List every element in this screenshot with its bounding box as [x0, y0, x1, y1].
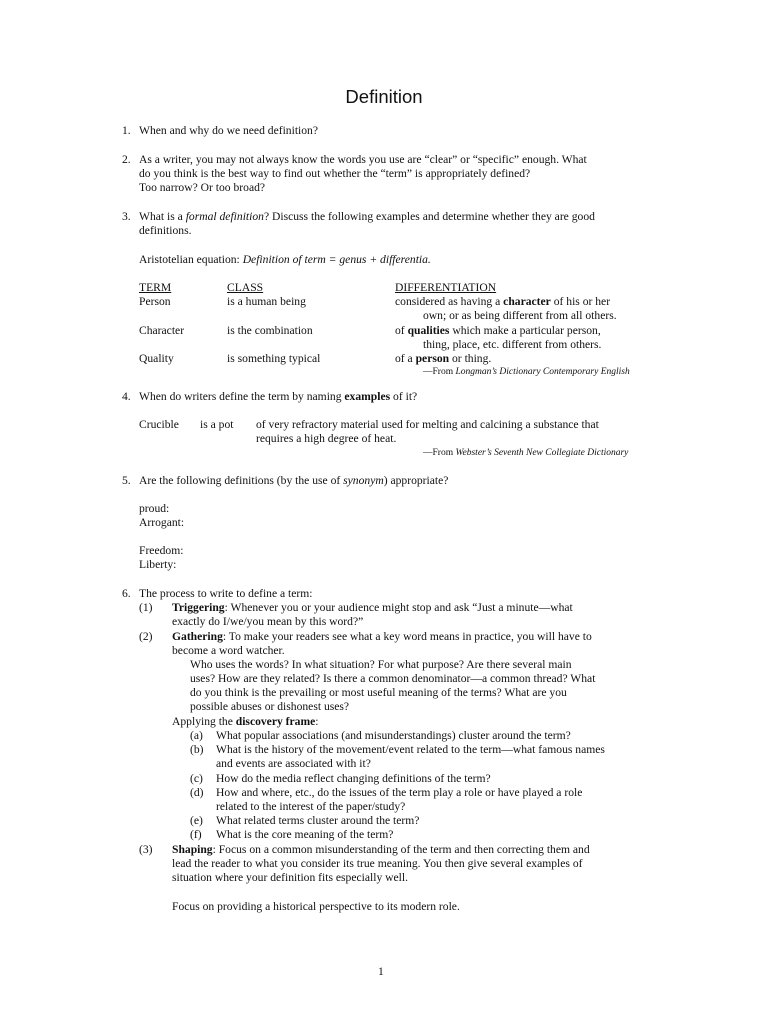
row-quality-term: Quality	[139, 352, 174, 365]
step3-focus: Focus on providing a historical perspective to its modern role.	[172, 900, 460, 913]
step2-number: (2)	[139, 630, 153, 643]
aristotelian-equation: Aristotelian equation: Definition of term = genus + differentia.	[139, 253, 431, 266]
header-differentiation: DIFFERENTIATION	[395, 281, 497, 294]
q6-number: 6.	[122, 587, 131, 600]
q3-number: 3.	[122, 210, 131, 223]
step2-para-line: uses? How are they related? Is there a common denominator—a common thread? What	[190, 672, 596, 685]
row-person-diff-line2: own; or as being different from all others.	[423, 309, 617, 322]
q2-line1: As a writer, you may not always know the words you use are “clear” or “specific” enough. What	[139, 153, 587, 166]
step2-line1: Gathering: To make your readers see what a key word means in practice, you will have to	[172, 630, 592, 643]
frame-item-mark: (d)	[190, 786, 204, 799]
frame-item-text: How do the media reflect changing definitions of the term?	[216, 772, 491, 785]
synonym-word: Arrogant:	[139, 516, 185, 529]
step1-line2: exactly do I/we/you mean by this word?”	[172, 615, 364, 628]
frame-item-mark: (b)	[190, 743, 204, 756]
header-class: CLASS	[227, 281, 264, 294]
q4-source: —From Webster’s Seventh New Collegiate Dictionary	[423, 448, 629, 458]
q3-line2: definitions.	[139, 224, 192, 237]
q3-line1: What is a formal definition? Discuss the following examples and determine whether they are good	[139, 210, 595, 223]
row-person-term: Person	[139, 295, 171, 308]
row-person-class: is a human being	[227, 295, 306, 308]
q2-number: 2.	[122, 153, 131, 166]
crucible-class: is a pot	[200, 418, 234, 431]
q4-number: 4.	[122, 390, 131, 403]
discovery-frame-heading: Applying the discovery frame:	[172, 715, 319, 728]
q6-text: The process to write to define a term:	[139, 587, 313, 600]
step2-para-line: Who uses the words? In what situation? For what purpose? Are there several main	[190, 658, 572, 671]
synonym-word: Liberty:	[139, 558, 177, 571]
step2-para-line: possible abuses or dishonest uses?	[190, 700, 350, 713]
q3-source: —From Longman’s Dictionary Contemporary English	[423, 367, 630, 377]
frame-item-text: related to the interest of the paper/study?	[216, 800, 406, 813]
step3-line2: lead the reader to what you consider its true meaning. You then give several examples of	[172, 857, 583, 870]
crucible-def-line2: requires a high degree of heat.	[256, 432, 397, 445]
step2-line2: become a word watcher.	[172, 644, 285, 657]
step2-para-line: do you think is the prevailing or most useful meaning of the terms? What are you	[190, 686, 567, 699]
frame-item-mark: (f)	[190, 828, 202, 841]
step1-line1: Triggering: Whenever you or your audience might stop and ask “Just a minute—what	[172, 601, 573, 614]
frame-item-mark: (c)	[190, 772, 203, 785]
q5-number: 5.	[122, 474, 131, 487]
row-character-term: Character	[139, 324, 185, 337]
frame-item-text: What popular associations (and misunderstandings) cluster around the term?	[216, 729, 571, 742]
row-character-diff: of qualities which make a particular person,	[395, 324, 601, 337]
frame-item-text: What is the core meaning of the term?	[216, 828, 394, 841]
synonym-word: proud:	[139, 502, 170, 515]
row-quality-diff: of a person or thing.	[395, 352, 492, 365]
step3-number: (3)	[139, 843, 153, 856]
step1-number: (1)	[139, 601, 153, 614]
row-quality-class: is something typical	[227, 352, 321, 365]
row-person-diff: considered as having a character of his or her	[395, 295, 611, 308]
crucible-term: Crucible	[139, 418, 179, 431]
q4-text: When do writers define the term by naming examples of it?	[139, 390, 418, 403]
page-title: Definition	[345, 86, 423, 107]
step3-line1: Shaping: Focus on a common misunderstanding of the term and then correcting them and	[172, 843, 590, 856]
step3-line3: situation where your definition fits especially well.	[172, 871, 409, 884]
header-term: TERM	[139, 281, 172, 294]
row-character-diff-line2: thing, place, etc. different from others.	[423, 338, 602, 351]
q3-term: formal definition	[185, 210, 264, 223]
frame-item-text: and events are associated with it?	[216, 757, 371, 770]
row-character-class: is the combination	[227, 324, 313, 337]
frame-item-mark: (e)	[190, 814, 203, 827]
frame-item-text: What related terms cluster around the term?	[216, 814, 420, 827]
q1-number: 1.	[122, 124, 131, 137]
synonym-word: Freedom:	[139, 544, 184, 557]
q5-text: Are the following definitions (by the use of synonym) appropriate?	[139, 474, 449, 487]
frame-item-mark: (a)	[190, 729, 203, 742]
q2-line2: do you think is the best way to find out whether the “term” is appropriately defined?	[139, 167, 531, 180]
crucible-def-line1: of very refractory material used for melting and calcining a substance that	[256, 418, 599, 431]
frame-item-text: How and where, etc., do the issues of the term play a role or have played a role	[216, 786, 583, 799]
q1-text: When and why do we need definition?	[139, 124, 319, 137]
frame-item-text: What is the history of the movement/event related to the term—what famous names	[216, 743, 605, 756]
page-number: 1	[378, 965, 384, 978]
q2-line3: Too narrow? Or too broad?	[139, 181, 266, 194]
